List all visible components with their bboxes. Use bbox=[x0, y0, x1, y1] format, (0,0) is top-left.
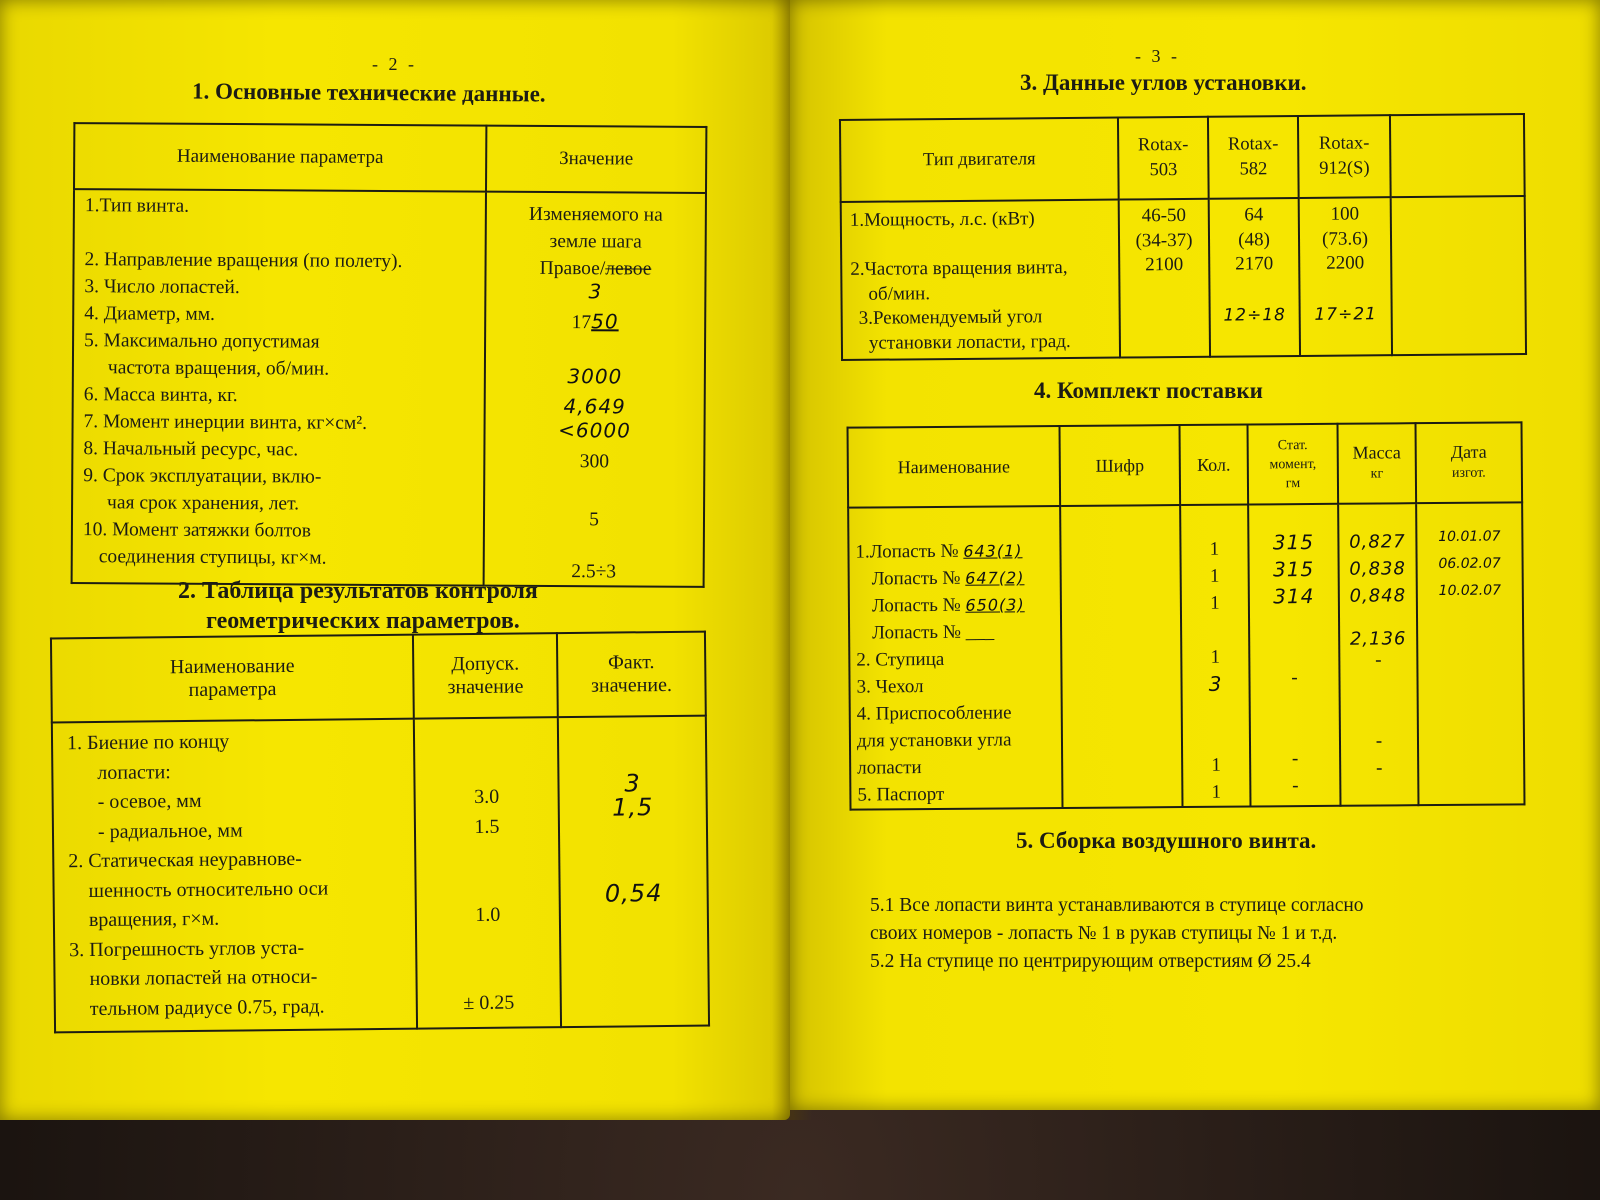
mass-value: 0,838 bbox=[1349, 558, 1406, 580]
param-label: 2. Направление вращения (по полету). bbox=[84, 249, 403, 273]
value-mass: 4,649 bbox=[563, 394, 626, 419]
cell-value: 46-50 bbox=[1141, 204, 1187, 227]
header-line: Наименование bbox=[169, 654, 295, 679]
param-names bbox=[72, 189, 486, 586]
value-inertia: <6000 bbox=[558, 418, 631, 443]
param-label: 5. Максимально допустимая bbox=[84, 330, 320, 353]
param-label: 3. Число лопастей. bbox=[84, 276, 240, 299]
column-header bbox=[557, 632, 706, 718]
param-label: 6. Масса винта, кг. bbox=[83, 384, 238, 407]
mass-value: - bbox=[1375, 757, 1383, 779]
cell-value: (48) bbox=[1238, 228, 1270, 251]
mass-value: - bbox=[1375, 649, 1382, 671]
column-header bbox=[1415, 422, 1522, 503]
fact-imbalance: 0,54 bbox=[604, 879, 663, 908]
header-line: 503 bbox=[1149, 160, 1178, 181]
param-label: 7. Момент инерции винта, кг×см². bbox=[83, 411, 368, 434]
header-line: значение bbox=[447, 675, 524, 699]
column-header bbox=[1118, 117, 1209, 200]
value-diameter-hand: 50 bbox=[591, 309, 619, 334]
item-label: 1.Лопасть № bbox=[855, 540, 964, 563]
header-line: Rotax- bbox=[1137, 134, 1189, 156]
value-right: Правое/ bbox=[539, 257, 606, 280]
page-number: - 2 - bbox=[372, 54, 417, 74]
cell-value: 2200 bbox=[1326, 252, 1365, 274]
param-names bbox=[841, 200, 1120, 360]
column-header bbox=[1247, 424, 1338, 505]
moment-value: - bbox=[1291, 748, 1299, 770]
param-label: об/мин. bbox=[868, 282, 931, 305]
geometry-control-table bbox=[50, 631, 710, 1034]
param-label: вращения, г×м. bbox=[88, 907, 220, 932]
header-line: кг bbox=[1370, 466, 1384, 482]
param-label: 8. Начальный ресурс, час. bbox=[83, 438, 299, 461]
blade-number: 650(3) bbox=[965, 595, 1025, 615]
technical-data-table bbox=[71, 122, 708, 588]
code-column bbox=[1060, 505, 1182, 808]
qty-value: 3 bbox=[1208, 671, 1223, 696]
param-label: - осевое, мм bbox=[97, 789, 202, 813]
angle-value: 17÷21 bbox=[1314, 303, 1378, 325]
install-angles-table bbox=[839, 113, 1527, 361]
section-title: 2. Таблица результатов контроля bbox=[178, 578, 538, 604]
param-label: соединения ступицы, кг×м. bbox=[98, 546, 327, 569]
param-label: чая срок хранения, лет. bbox=[107, 492, 300, 515]
blade-number: 643(1) bbox=[963, 541, 1023, 561]
param-label: частота вращения, об/мин. bbox=[107, 357, 330, 380]
param-label: 1.Тип винта. bbox=[84, 195, 190, 217]
qty-value: 1 bbox=[1211, 781, 1222, 803]
header-line: Факт. bbox=[607, 651, 655, 674]
mass-value: 2,136 bbox=[1349, 628, 1407, 650]
mass-value: - bbox=[1375, 730, 1383, 752]
empty-cell bbox=[1391, 196, 1526, 355]
moment-value: - bbox=[1292, 775, 1299, 797]
header-line: Масса bbox=[1352, 442, 1401, 463]
section-title: 4. Комплект поставки bbox=[1034, 378, 1263, 403]
fact-radial: 1,5 bbox=[612, 793, 654, 822]
date-value: 10.02.07 bbox=[1438, 582, 1502, 600]
cell-value: 2100 bbox=[1145, 253, 1184, 276]
date-value: 10.01.07 bbox=[1438, 528, 1501, 546]
section-title: 3. Данные углов установки. bbox=[1020, 70, 1307, 95]
param-label: новки лопастей на относи- bbox=[89, 965, 318, 991]
value-blades: 3 bbox=[588, 279, 603, 304]
cell-value: 64 bbox=[1244, 204, 1264, 226]
tolerance-radial: 1.5 bbox=[474, 815, 500, 838]
fact-values bbox=[558, 716, 709, 1028]
param-label: 2. Статическая неуравнове- bbox=[68, 847, 303, 873]
value-resource: 300 bbox=[579, 451, 610, 473]
date-value: 06.02.07 bbox=[1438, 555, 1501, 573]
value-type: Изменяемого на bbox=[528, 203, 663, 226]
assembly-paragraph: 5.2 На ступице по центрирующим отверстиям Ø 25.4 bbox=[870, 951, 1311, 972]
column-header bbox=[1208, 116, 1299, 199]
tolerance-imbalance: 1.0 bbox=[475, 903, 501, 927]
item-blade-1 bbox=[855, 537, 1059, 566]
item-label: Лопасть № bbox=[871, 594, 966, 617]
param-label: 9. Срок эксплуатации, вклю- bbox=[83, 465, 322, 488]
param-label: шенность относительно оси bbox=[88, 877, 329, 902]
item-tool: 4. Приспособление bbox=[856, 702, 1012, 725]
header-line: 912(S) bbox=[1319, 158, 1370, 179]
param-label: 1.Мощность, л.с. (кВт) bbox=[849, 208, 1035, 231]
tolerance-angle: ± 0.25 bbox=[463, 991, 515, 1014]
cell-value: (73.6) bbox=[1321, 227, 1369, 250]
rotax-582-values bbox=[1209, 198, 1300, 357]
mass-column bbox=[1338, 503, 1418, 806]
header-line: 582 bbox=[1239, 159, 1268, 180]
qty-value: 1 bbox=[1210, 646, 1221, 668]
mass-value: 0,827 bbox=[1349, 531, 1406, 553]
item-cover: 3. Чехол bbox=[856, 676, 924, 698]
column-header: Значение bbox=[486, 126, 706, 193]
moment-value: - bbox=[1291, 667, 1298, 689]
tolerance-axial: 3.0 bbox=[474, 785, 500, 809]
item-label: Лопасть № bbox=[871, 567, 966, 590]
cell-value: 100 bbox=[1330, 203, 1360, 225]
header-line: Rotax- bbox=[1318, 133, 1370, 154]
left-page bbox=[0, 0, 790, 1120]
angle-value: 12÷18 bbox=[1223, 304, 1287, 326]
header-line: момент, bbox=[1269, 456, 1317, 472]
qty-column bbox=[1180, 505, 1250, 808]
item-hub: 2. Ступица bbox=[856, 648, 945, 671]
blade-number: 647(2) bbox=[965, 568, 1025, 588]
delivery-set-table bbox=[847, 421, 1526, 810]
param-values bbox=[484, 192, 706, 587]
column-header: Шифр bbox=[1060, 425, 1181, 506]
param-label: тельном радиусе 0.75, град. bbox=[89, 995, 325, 1020]
column-header: Наименование bbox=[848, 426, 1061, 508]
value-max-rpm: 3000 bbox=[567, 364, 623, 389]
tolerance-values bbox=[414, 717, 561, 1028]
qty-value: 1 bbox=[1210, 592, 1220, 614]
value-diameter-printed: 17 bbox=[571, 312, 592, 334]
rotax-503-values bbox=[1119, 199, 1210, 358]
page-number: - 3 - bbox=[1135, 46, 1180, 66]
item-tool: лопасти bbox=[857, 757, 922, 779]
value-diameter bbox=[486, 308, 704, 337]
param-label: 3.Рекомендуемый угол bbox=[858, 306, 1043, 329]
mass-value: 0,848 bbox=[1349, 585, 1407, 607]
item-tool: для установки угла bbox=[856, 729, 1012, 752]
header-line: значение. bbox=[590, 673, 673, 697]
column-header: Кол. bbox=[1180, 425, 1249, 506]
column-header bbox=[51, 635, 414, 723]
value-left-struck: левое bbox=[605, 258, 652, 280]
column-header bbox=[1298, 115, 1391, 198]
item-blade-4: Лопасть № ___ bbox=[872, 621, 995, 644]
column-header-empty bbox=[1390, 114, 1525, 197]
item-blade-3 bbox=[856, 591, 1060, 620]
column-header: Наименование параметра bbox=[74, 123, 486, 192]
section-title: 1. Основные технические данные. bbox=[191, 78, 546, 107]
section-title: 5. Сборка воздушного винта. bbox=[1016, 828, 1317, 853]
section-title: геометрических параметров. bbox=[206, 608, 520, 634]
header-line: Допуск. bbox=[451, 652, 520, 676]
moment-value: 315 bbox=[1272, 556, 1315, 582]
param-label bbox=[85, 219, 485, 248]
moment-value: 314 bbox=[1273, 583, 1315, 609]
param-label: 1. Биение по концу bbox=[66, 730, 230, 755]
column-header: Тип двигателя bbox=[840, 118, 1119, 202]
header-line: Дата bbox=[1450, 441, 1487, 462]
right-page bbox=[790, 0, 1600, 1110]
header-line: параметра bbox=[188, 678, 277, 701]
value-torque: 2.5÷3 bbox=[571, 561, 617, 583]
header-line: Стат. bbox=[1277, 437, 1308, 453]
header-line: Rotax- bbox=[1227, 134, 1279, 155]
moment-column bbox=[1248, 504, 1340, 807]
cell-value: (34-37) bbox=[1135, 229, 1193, 251]
cell-value: 2170 bbox=[1235, 253, 1274, 275]
qty-value: 1 bbox=[1209, 565, 1220, 587]
param-label: 4. Диаметр, мм. bbox=[84, 303, 216, 325]
fact-axial: 3 bbox=[624, 769, 641, 798]
value-type: земле шага bbox=[549, 230, 642, 253]
param-names bbox=[52, 719, 417, 1033]
rotax-912-values bbox=[1299, 197, 1392, 356]
param-label: 3. Погрешность углов уста- bbox=[69, 936, 305, 961]
param-label: 2.Частота вращения винта, bbox=[850, 257, 1068, 280]
param-label: установки лопасти, град. bbox=[868, 330, 1071, 354]
qty-value: 1 bbox=[1211, 754, 1222, 776]
moment-value: 315 bbox=[1272, 529, 1315, 555]
item-names bbox=[848, 506, 1062, 810]
header-line: изгот. bbox=[1451, 465, 1486, 481]
item-passport: 5. Паспорт bbox=[857, 783, 945, 806]
param-label bbox=[850, 231, 1118, 258]
param-label: - радиальное, мм bbox=[97, 818, 243, 843]
column-header bbox=[413, 633, 558, 719]
param-label: лопасти: bbox=[97, 760, 171, 784]
date-column bbox=[1416, 502, 1524, 805]
value-lifetime: 5 bbox=[589, 509, 599, 531]
param-label: 10. Момент затяжки болтов bbox=[82, 519, 312, 542]
header-line: гм bbox=[1285, 475, 1301, 491]
column-header bbox=[1337, 423, 1416, 504]
item-blade-2 bbox=[856, 564, 1060, 593]
qty-value: 1 bbox=[1209, 538, 1220, 560]
assembly-paragraph: своих номеров - лопасть № 1 в рукав ступицы № 1 и т.д. bbox=[870, 923, 1338, 944]
assembly-paragraph: 5.1 Все лопасти винта устанавливаются в ступице согласно bbox=[870, 895, 1364, 916]
